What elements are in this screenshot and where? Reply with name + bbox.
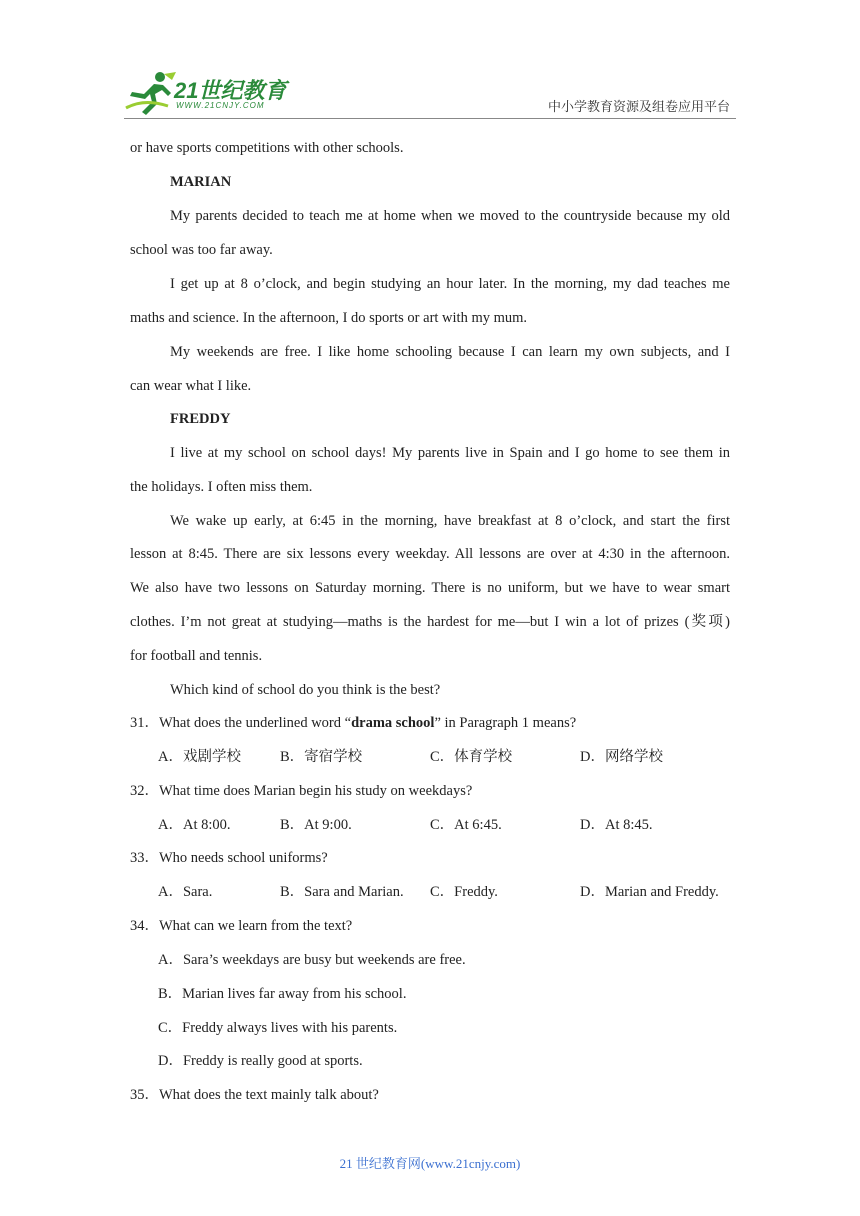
header-tagline: 中小学教育资源及组卷应用平台 — [547, 100, 730, 115]
option-d[interactable]: D．Marian and Freddy. — [580, 884, 719, 900]
option-a[interactable]: A．Sara. — [158, 884, 213, 900]
option-c[interactable]: C．Freddy always lives with his parents. — [158, 1020, 398, 1036]
option-b[interactable]: B．At 9:00. — [280, 817, 352, 833]
option-a[interactable]: A．戏剧学校 — [158, 749, 241, 765]
passage-line: We also have two lessons on Saturday morning. There is no uniform, but we have to wear smart — [130, 580, 730, 596]
option-a[interactable]: A．At 8:00. — [158, 817, 231, 833]
question-31 — [130, 713, 576, 733]
question-33: 33．Who needs school uniforms? — [130, 850, 328, 866]
section-heading-marian: MARIAN — [170, 174, 232, 190]
passage-line: or have sports competitions with other schools. — [130, 140, 404, 156]
page-header — [0, 0, 860, 125]
question-34: 34．What can we learn from the text? — [130, 918, 353, 934]
option-c[interactable]: C．Freddy. — [430, 884, 498, 900]
header-divider — [124, 118, 736, 119]
question-text: ” in Paragraph 1 means? — [434, 715, 577, 731]
passage-line: clothes. I’m not great at studying—maths is the hardest for me—but I win a lot of prizes (奖项) — [130, 614, 730, 630]
passage-line: I live at my school on school days! My parents live in Spain and I go home to see them in — [170, 445, 730, 461]
runner-icon — [124, 70, 178, 116]
passage-line: for football and tennis. — [130, 648, 263, 664]
question-32: 32．What time does Marian begin his study on weekdays? — [130, 783, 473, 799]
option-d[interactable]: D．网络学校 — [580, 749, 663, 765]
option-a[interactable]: A．Sara’s weekdays are busy but weekends are free. — [158, 952, 466, 968]
brand-logo — [124, 70, 294, 116]
brand-name: 21世纪教育 — [174, 78, 287, 103]
passage-line: lesson at 8:45. There are six lessons every weekday. All lessons are over at 4:30 in the afternoon. — [130, 546, 730, 562]
question-term: drama school — [351, 715, 435, 731]
passage-line: the holidays. I often miss them. — [130, 479, 313, 495]
passage-closing: Which kind of school do you think is the best? — [170, 682, 441, 698]
passage-line: I get up at 8 o’clock, and begin studying an hour later. In the morning, my dad teaches me — [170, 276, 730, 292]
option-c[interactable]: C．体育学校 — [430, 749, 513, 765]
option-b[interactable]: B．寄宿学校 — [280, 749, 363, 765]
section-heading-freddy: FREDDY — [170, 411, 231, 427]
option-b[interactable]: B．Sara and Marian. — [280, 884, 404, 900]
option-d[interactable]: D．Freddy is really good at sports. — [158, 1053, 363, 1069]
passage-line: My weekends are free. I like home schooling because I can learn my own subjects, and I — [170, 344, 730, 360]
question-text: 31．What does the underlined word “ — [130, 715, 352, 731]
option-c[interactable]: C．At 6:45. — [430, 817, 502, 833]
passage-line: maths and science. In the afternoon, I do sports or art with my mum. — [130, 310, 528, 326]
passage-line: school was too far away. — [130, 242, 273, 258]
brand-url: WWW.21CNJY.COM — [176, 101, 265, 110]
option-b[interactable]: B．Marian lives far away from his school. — [158, 986, 407, 1002]
passage-line: We wake up early, at 6:45 in the morning, have breakfast at 8 o’clock, and start the first — [170, 513, 730, 529]
passage-line: can wear what I like. — [130, 378, 252, 394]
passage-line: My parents decided to teach me at home when we moved to the countryside because my old — [170, 208, 730, 224]
question-35: 35．What does the text mainly talk about? — [130, 1087, 379, 1103]
option-d[interactable]: D．At 8:45. — [580, 817, 653, 833]
page-footer: 21 世纪教育网(www.21cnjy.com) — [339, 1156, 521, 1171]
